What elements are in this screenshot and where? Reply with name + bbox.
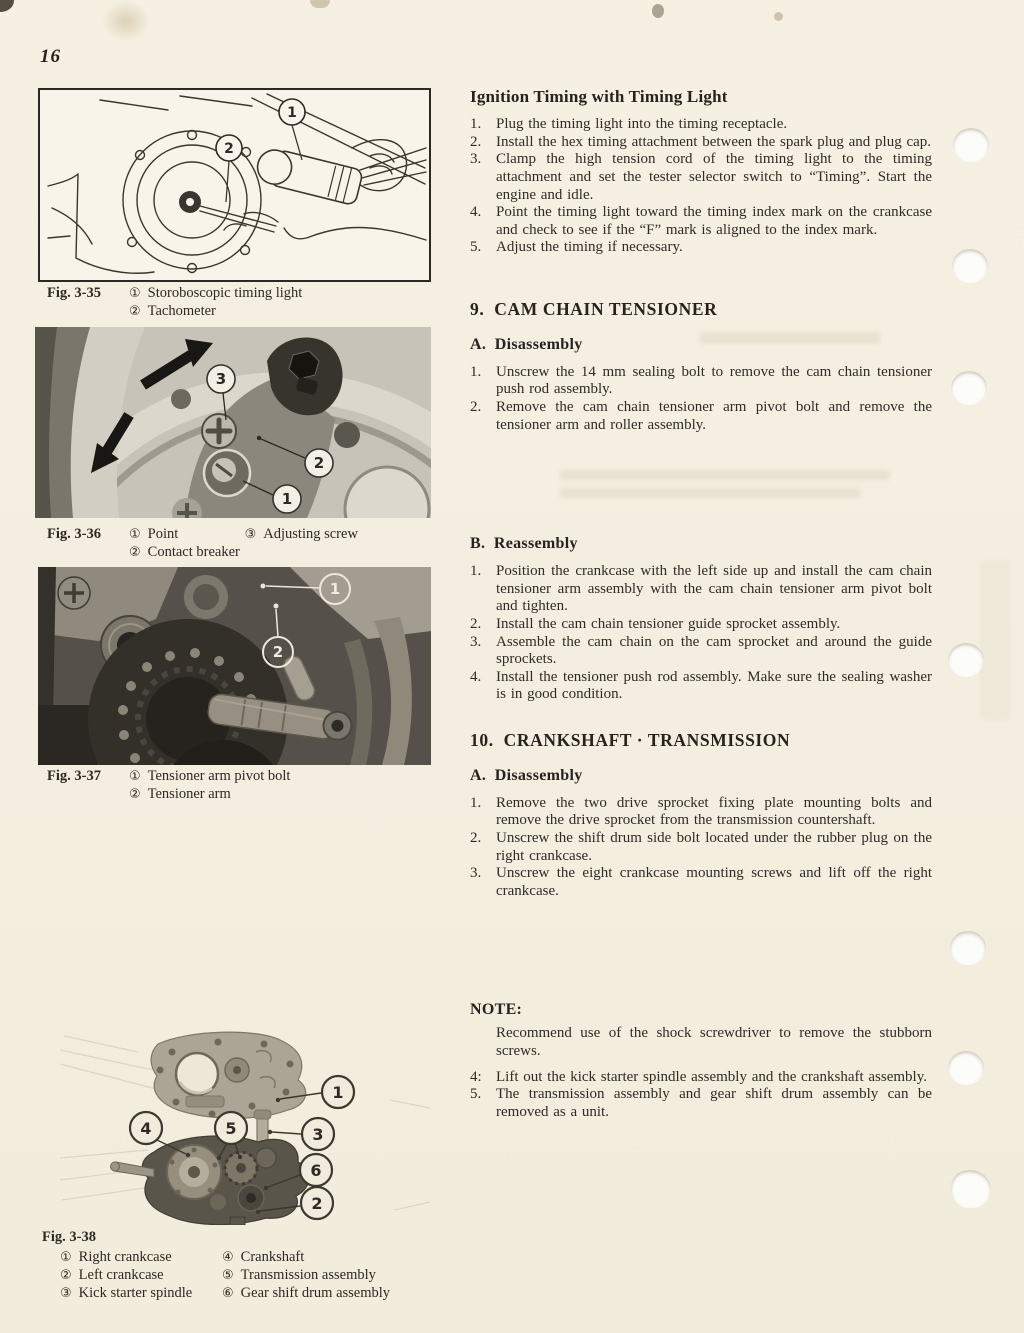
callout-1: [322, 1076, 354, 1108]
heading-ignition-timing: Ignition Timing with Timing Light: [470, 87, 728, 106]
callout-3: [302, 1118, 334, 1150]
svg-text:1: 1: [281, 490, 293, 508]
callout-text: Crankshaft: [240, 1249, 305, 1265]
circled-number: ②: [129, 787, 141, 802]
callout-4: [130, 1112, 162, 1144]
figure-3-35-caption: [47, 285, 302, 320]
list-item: 1. Unscrew the 14 mm sealing bolt to remove the cam chain tensioner push rod assembly.: [470, 363, 932, 398]
circled-number: ③: [60, 1286, 72, 1301]
figure-3-38-caption: [42, 1229, 390, 1302]
callout-text: Right crankcase: [78, 1249, 172, 1265]
list-item: 1. Plug the timing light into the timing receptacle.: [470, 116, 788, 133]
scan-speck: [0, 0, 14, 12]
svg-text:1: 1: [332, 1083, 344, 1102]
svg-text:2: 2: [272, 643, 284, 661]
figure-3-37-caption: [47, 768, 290, 803]
callout-text: Transmission assembly: [240, 1267, 376, 1283]
callout-text: Tensioner arm: [147, 786, 231, 802]
figure-label: Fig. 3-37: [47, 768, 101, 784]
timing-light-illustration: [40, 90, 429, 280]
callout-text: Left crankcase: [78, 1267, 164, 1283]
punch-hole: [950, 931, 986, 965]
contact-breaker-photo: [35, 327, 431, 518]
list-item: 5. Adjust the timing if necessary.: [470, 239, 683, 256]
callout-text: Tachometer: [147, 303, 216, 319]
list-item: 1. Position the crankcase with the left side up and install the cam chain tensioner arm assembly with the cam chain tensioner arm pivot bolt and tighten.: [470, 563, 932, 615]
list-item: 3. Assemble the cam chain on the cam sprocket and around the guide sprockets.: [470, 633, 932, 668]
list-item: 2. Unscrew the shift drum side bolt located under the rubber plug on the right crankcase.: [470, 830, 932, 864]
figure-3-35: [38, 88, 431, 282]
crankshaft-disassembly-steps: [470, 795, 932, 901]
tensioner-reassembly-steps: [470, 563, 932, 704]
text-column: [470, 86, 932, 1121]
figure-3-38: [60, 1030, 430, 1225]
list-item: 3. Clamp the high tension cord of the timing light to the timing attachment and set the tester selector switch to “Timing”. Start the engine and idle.: [470, 151, 932, 203]
figure-label: Fig. 3-35: [47, 285, 101, 301]
timing-light: [254, 146, 364, 206]
tensioner-photo: [38, 567, 431, 765]
scan-stain: [102, 0, 150, 42]
right-crankcase: [151, 1032, 306, 1118]
circled-number: ①: [129, 769, 141, 784]
scan-speck: [774, 12, 783, 21]
punch-hole: [948, 643, 984, 677]
punch-hole: [951, 1170, 991, 1208]
circled-number: ①: [129, 527, 141, 542]
svg-text:1: 1: [287, 105, 297, 121]
heading-disassembly-a2: A. Disassembly: [470, 766, 583, 784]
heading-disassembly-a: A. Disassembly: [470, 335, 583, 353]
punch-hole: [951, 371, 987, 405]
heading-cam-chain-tensioner: 9. CAM CHAIN TENSIONER: [470, 299, 718, 319]
list-item: 5. The transmission assembly and gear shift drum assembly can be removed as a unit.: [470, 1086, 932, 1120]
circled-number: ④: [222, 1250, 234, 1265]
figure-3-36-caption: [47, 526, 358, 561]
circled-number: ①: [129, 286, 141, 301]
left-crankcase-assembly: [111, 1136, 310, 1225]
punch-hole: [948, 1051, 984, 1085]
callout-text: Storoboscopic timing light: [147, 285, 303, 301]
scan-speck: [310, 0, 330, 8]
svg-text:3: 3: [312, 1125, 324, 1144]
heading-crankshaft-transmission: 10. CRANKSHAFT · TRANSMISSION: [470, 730, 791, 750]
circled-number: ③: [244, 527, 257, 542]
tensioner-disassembly-steps: [470, 364, 932, 434]
list-item: 4: Lift out the kick starter spindle assembly and the crankshaft assembly.: [470, 1068, 927, 1085]
heading-note: NOTE:: [470, 1001, 523, 1019]
page-number: 16: [40, 46, 61, 67]
note-body: Recommend use of the shock screwdriver to remove the stubborn screws.: [496, 1025, 932, 1060]
scan-speck: [652, 4, 664, 18]
figure-label: Fig. 3-36: [47, 526, 101, 542]
callout-text: Point: [147, 526, 179, 542]
list-item: 2. Remove the cam chain tensioner arm pivot bolt and remove the tensioner arm and roller assembly.: [470, 399, 932, 433]
circled-number: ②: [60, 1268, 72, 1283]
figure-3-36: [35, 327, 431, 518]
figure-3-37: [38, 567, 431, 765]
list-item: 2. Install the cam chain tensioner guide sprocket assembly.: [470, 616, 841, 633]
bleedthrough-ghost: [980, 560, 1010, 720]
circled-number: ②: [129, 545, 141, 560]
crankcase-photo: [60, 1030, 430, 1225]
circled-number: ②: [129, 304, 141, 319]
callout-text: Kick starter spindle: [78, 1285, 193, 1301]
svg-text:5: 5: [225, 1119, 237, 1138]
callout-text: Tensioner arm pivot bolt: [147, 768, 291, 784]
ignition-timing-steps: [470, 116, 932, 257]
svg-text:1: 1: [329, 580, 341, 598]
circled-number: ⑥: [222, 1286, 234, 1301]
list-item: 2. Install the hex timing attachment between the spark plug and plug cap.: [470, 133, 932, 150]
list-item: 3. Unscrew the eight crankcase mounting screws and lift off the right crankcase.: [470, 865, 932, 899]
figure-label: Fig. 3-38: [42, 1229, 96, 1245]
callout-6: [300, 1154, 332, 1186]
callout-text: Contact breaker: [147, 544, 240, 560]
callout-5: [215, 1112, 247, 1144]
svg-text:2: 2: [313, 454, 325, 472]
callout-2: [301, 1187, 333, 1219]
callout-text: Gear shift drum assembly: [240, 1285, 391, 1301]
svg-text:4: 4: [140, 1119, 152, 1138]
svg-text:2: 2: [224, 141, 234, 157]
svg-text:3: 3: [215, 370, 227, 388]
circled-number: ①: [60, 1250, 72, 1265]
svg-text:6: 6: [310, 1161, 322, 1180]
callout-text: Adjusting screw: [263, 526, 358, 542]
list-item: 1. Remove the two drive sprocket fixing plate mounting bolts and remove the drive sprocket from the transmission countershaft.: [470, 794, 932, 829]
circled-number: ⑤: [222, 1268, 234, 1283]
heading-reassembly-b: B. Reassembly: [470, 535, 578, 553]
punch-hole: [952, 249, 988, 283]
list-item: 4. Point the timing light toward the timing index mark on the crankcase and check to see if the “F” mark is aligned to the index mark.: [470, 204, 932, 238]
note-steps: [470, 1069, 932, 1122]
svg-text:2: 2: [311, 1194, 323, 1213]
list-item: 4. Install the tensioner push rod assembly. Make sure the sealing washer is in good condition.: [470, 668, 932, 703]
punch-hole: [953, 128, 989, 162]
